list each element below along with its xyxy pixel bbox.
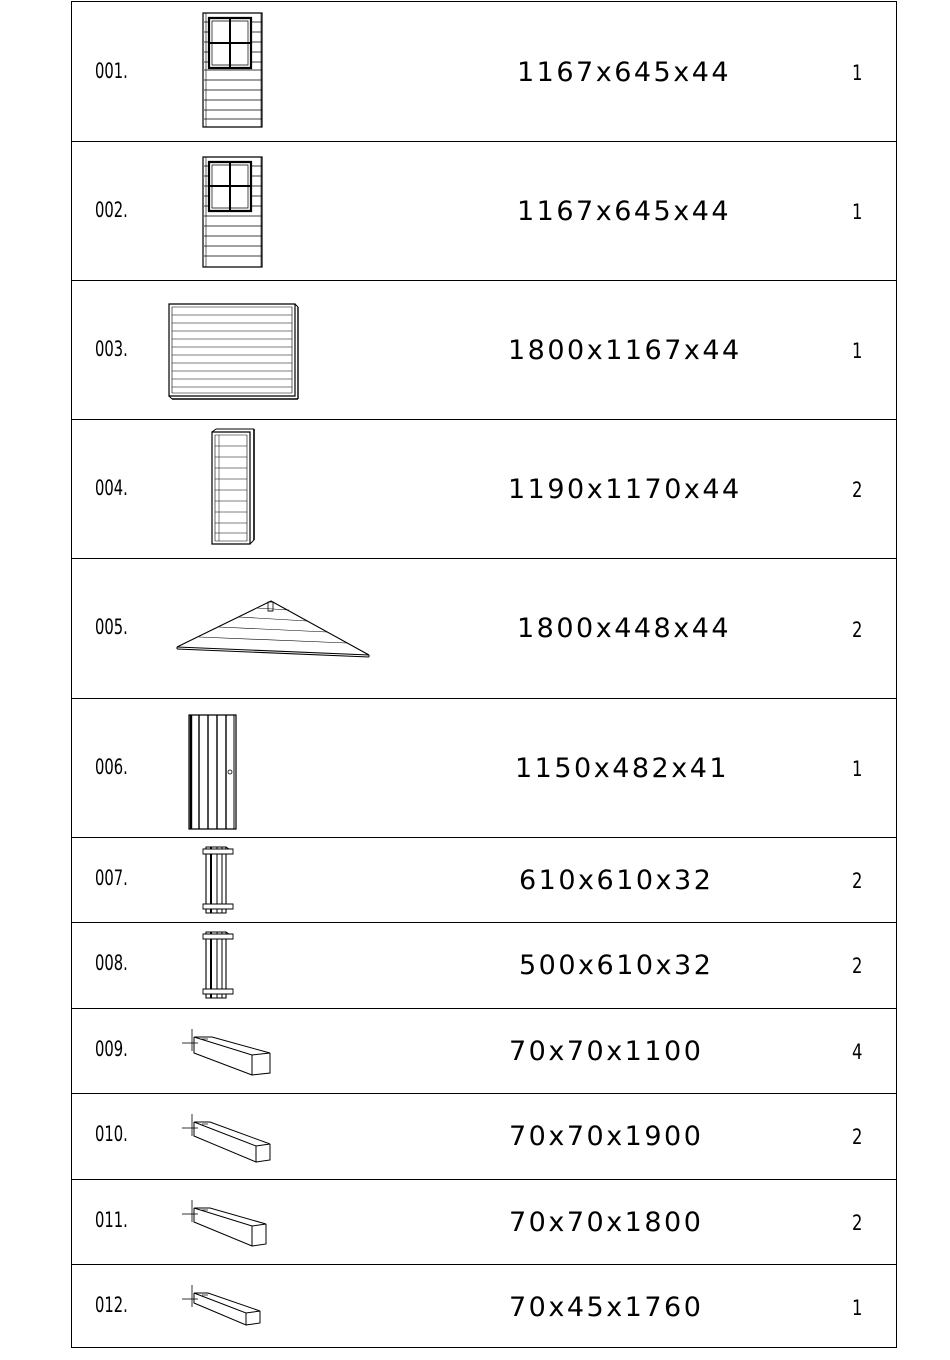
table-row <box>72 1009 896 1094</box>
table-row <box>72 420 896 559</box>
part-dimensions: 70x70x1800 <box>509 1207 704 1238</box>
part-dimensions: 1150x482x41 <box>515 753 730 784</box>
part-number: 006. <box>95 755 128 779</box>
door-panel-icon <box>186 713 240 833</box>
window-panel-icon <box>202 12 264 130</box>
part-number: 004. <box>95 476 128 500</box>
part-number: 001. <box>95 59 128 83</box>
part-number: 003. <box>95 337 128 361</box>
parts-list-table <box>71 1 897 1348</box>
part-quantity: 2 <box>852 954 863 978</box>
part-dimensions: 1167x645x44 <box>517 196 732 227</box>
window-panel-icon <box>202 156 264 270</box>
part-quantity: 1 <box>852 61 863 85</box>
part-number: 011. <box>95 1208 128 1232</box>
beam-icon <box>180 1025 276 1081</box>
part-number: 012. <box>95 1293 128 1317</box>
part-quantity: 1 <box>852 1296 863 1320</box>
part-quantity: 2 <box>852 869 863 893</box>
part-dimensions: 1800x448x44 <box>517 613 732 644</box>
beam-icon <box>180 1281 276 1337</box>
part-quantity: 4 <box>852 1040 863 1064</box>
part-number: 007. <box>95 866 128 890</box>
table-row <box>72 1180 896 1265</box>
part-quantity: 1 <box>852 757 863 781</box>
small-board-icon <box>202 930 236 1002</box>
part-quantity: 1 <box>852 339 863 363</box>
part-quantity: 2 <box>852 618 863 642</box>
part-dimensions: 500x610x32 <box>519 950 714 981</box>
small-board-icon <box>202 845 236 917</box>
part-quantity: 2 <box>852 1211 863 1235</box>
side-panel-icon <box>208 428 256 548</box>
part-dimensions: 1190x1170x44 <box>508 474 742 505</box>
part-number: 009. <box>95 1037 128 1061</box>
table-row <box>72 923 896 1009</box>
wall-panel-icon <box>168 303 300 401</box>
part-quantity: 1 <box>852 200 863 224</box>
part-quantity: 2 <box>852 478 863 502</box>
part-dimensions: 610x610x32 <box>519 865 714 896</box>
beam-icon <box>180 1196 276 1252</box>
part-dimensions: 70x70x1900 <box>509 1121 704 1152</box>
part-number: 010. <box>95 1122 128 1146</box>
table-row <box>72 281 896 420</box>
part-number: 005. <box>95 615 128 639</box>
part-number: 002. <box>95 198 128 222</box>
table-row <box>72 1094 896 1180</box>
table-row <box>72 699 896 838</box>
part-dimensions: 70x70x1100 <box>509 1036 704 1067</box>
part-number: 008. <box>95 951 128 975</box>
gable-triangle-icon <box>175 599 371 659</box>
table-row <box>72 1265 896 1349</box>
table-row <box>72 559 896 699</box>
part-dimensions: 70x45x1760 <box>509 1292 704 1323</box>
part-quantity: 2 <box>852 1125 863 1149</box>
part-dimensions: 1800x1167x44 <box>508 335 742 366</box>
table-row <box>72 142 896 281</box>
table-row <box>72 2 896 142</box>
beam-icon <box>180 1110 276 1168</box>
part-dimensions: 1167x645x44 <box>517 57 732 88</box>
table-row <box>72 838 896 923</box>
